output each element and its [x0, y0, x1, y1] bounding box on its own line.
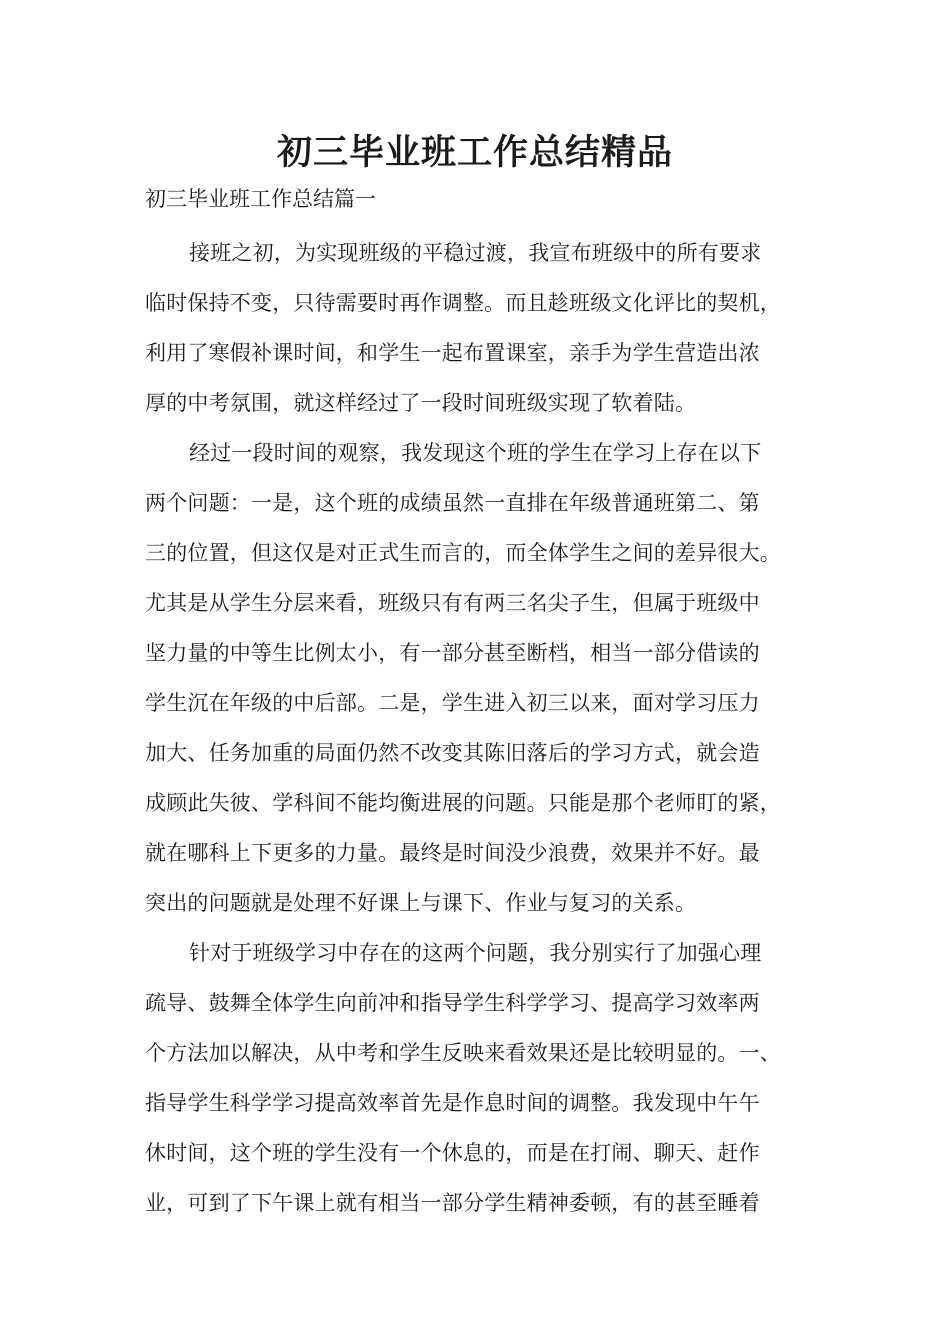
text-line: 三的位置，但这仅是对正式生而言的，而全体学生之间的差异很大。 [145, 541, 781, 565]
text-line: 厚的中考氛围，就这样经过了一段时间班级实现了软着陆。 [145, 391, 697, 415]
text-line: 成顾此失彼、学科间不能均衡进展的问题。只能是那个老师盯的紧， [145, 791, 781, 815]
text-line: 尤其是从学生分层来看，班级只有有两三名尖子生，但属于班级中 [145, 591, 760, 615]
text-line: 经过一段时间的观察，我发现这个班的学生在学习上存在以下 [189, 441, 762, 465]
text-line: 针对于班级学习中存在的这两个问题，我分别实行了加强心理 [189, 941, 762, 965]
text-line: 临时保持不变，只待需要时再作调整。而且趁班级文化评比的契机， [145, 291, 781, 315]
text-line: 学生沉在年级的中后部。二是，学生进入初三以来，面对学习压力 [145, 691, 760, 715]
text-line: 疏导、鼓舞全体学生向前冲和指导学生科学学习、提高学习效率两 [145, 991, 760, 1015]
text-line: 业，可到了下午课上就有相当一部分学生精神委顿，有的甚至睡着 [145, 1191, 760, 1215]
text-line: 就在哪科上下更多的力量。最终是时间没少浪费，效果并不好。最 [145, 841, 760, 865]
text-line: 加大、任务加重的局面仍然不改变其陈旧落后的学习方式，就会造 [145, 741, 760, 765]
document-title: 初三毕业班工作总结精品 [276, 132, 673, 173]
text-line: 坚力量的中等生比例太小，有一部分甚至断档，相当一部分借读的 [145, 641, 760, 665]
text-line: 休时间，这个班的学生没有一个休息的，而是在打闹、聊天、赶作 [145, 1141, 760, 1165]
document-body [145, 228, 805, 1228]
text-line: 指导学生科学学习提高效率首先是作息时间的调整。我发现中午午 [145, 1091, 760, 1115]
section-heading: 初三毕业班工作总结篇一 [145, 187, 376, 211]
text-line: 接班之初，为实现班级的平稳过渡，我宣布班级中的所有要求 [189, 241, 762, 265]
text-line: 突出的问题就是处理不好课上与课下、作业与复习的关系。 [145, 891, 697, 915]
text-line: 个方法加以解决，从中考和学生反映来看效果还是比较明显的。一、 [145, 1041, 781, 1065]
text-line: 两个问题：一是，这个班的成绩虽然一直排在年级普通班第二、第 [145, 491, 760, 515]
text-line: 利用了寒假补课时间，和学生一起布置课室，亲手为学生营造出浓 [145, 341, 760, 365]
